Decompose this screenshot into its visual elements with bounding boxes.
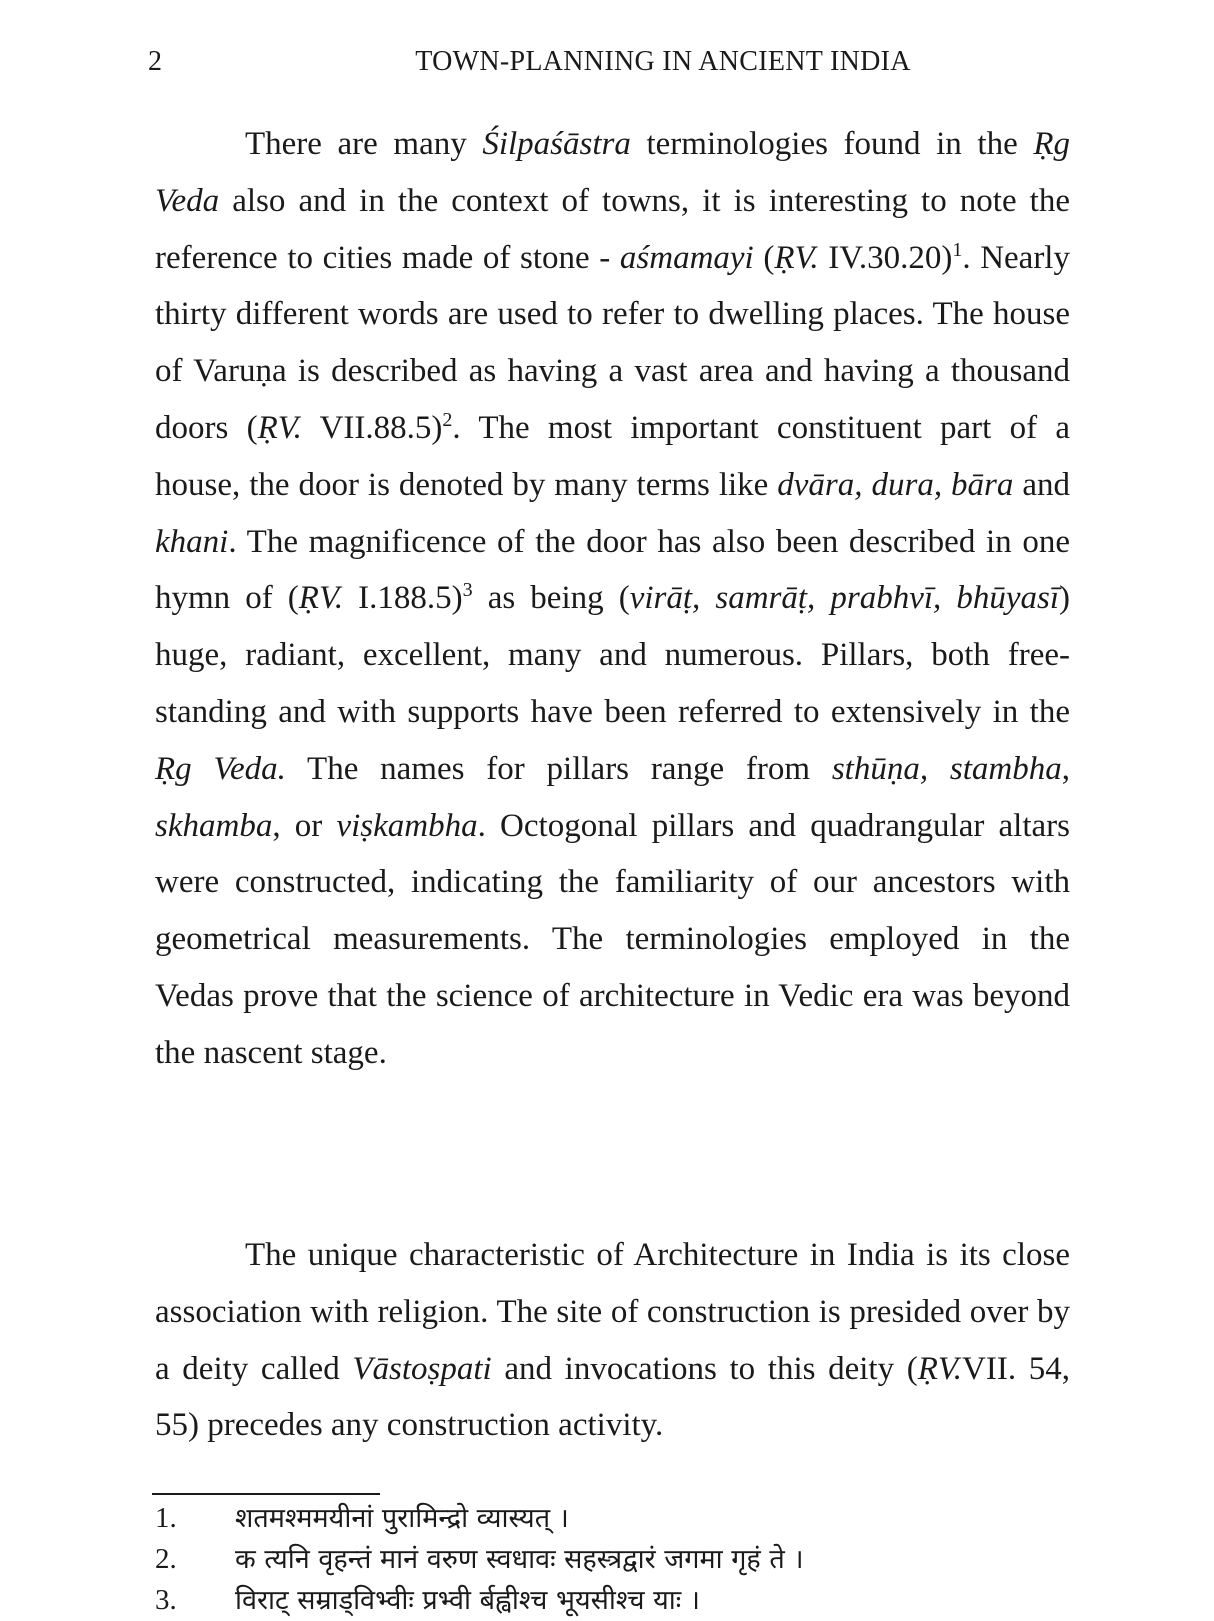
text-run: VII.88.5) [301,409,443,446]
text-run: . The most important constituent part of a house, the door is denoted by many terms like [155,409,1070,503]
footnote-ref-3: 3 [462,579,473,602]
text-run: . The magnificence of the door has also been described in one hymn of ( [155,523,1070,617]
paragraph-1-text [155,116,1070,1082]
text-run: , or [272,807,337,844]
italic-term: khani [155,523,229,560]
text-run: and [1013,466,1070,503]
footnote-number: 2. [155,1543,177,1575]
italic-term: ṚV. [257,409,302,446]
footnote-text: क त्यनि वृहन्तं मानं वरुण स्वधावः सहस्त्रद्वारं जगमा गृहं ते । [235,1544,804,1575]
footnote-text: शतमश्ममयीनां पुरामिन्द्रो व्यास्यत् । [235,1503,569,1534]
text-run: as being ( [472,580,630,617]
text-run: also and in the context of towns, it is interesting to note the reference to cities made of stone - [155,182,1070,276]
paragraph-2 [155,1227,1070,1454]
footnote-1 [155,1498,1055,1539]
italic-term: Ṛg Veda [155,126,1070,219]
italic-term: aśmamayi [619,239,754,276]
text-run: The names for pillars range from [285,750,832,787]
italic-term: ṚV. [774,239,819,276]
footnote-number: 1. [155,1502,177,1534]
text-run: There are many [245,126,483,162]
italic-term: Śilpaśāstra [482,126,631,162]
text-run: VII. 54, 55) precedes any construction activity. [155,1350,1070,1444]
text-run: I.188.5) [343,580,463,617]
italic-term: sthūṇa, stambha [831,750,1062,787]
running-title: TOWN-PLANNING IN ANCIENT INDIA [415,46,911,77]
footnote-2 [155,1539,1055,1580]
text-run: ( [753,239,775,276]
footnote-ref-2: 2 [442,408,453,431]
italic-term: viṣkambha [336,807,478,844]
text-run: , [1061,750,1070,787]
italic-term: virāṭ, samrāṭ, prabhvī, bhūyasī [629,580,1060,617]
text-run: . Octogonal pillars and quadrangular altars were constructed, indicating the familiarity of our ancestors with geometrical measurements. The terminologies employed in the Vedas prove that the science of architecture in Vedic era was beyond the nascent stage. [155,807,1070,1071]
paragraph-2-text [155,1227,1070,1454]
italic-term: skhamba [155,807,273,844]
italic-term: ṚV. [298,580,344,617]
footnote-divider [152,1493,380,1495]
footnotes [155,1498,1055,1621]
footnote-3 [155,1580,1055,1621]
italic-term: ṚV. [917,1350,963,1387]
text-run: terminologies found in the [630,126,1034,162]
italic-term: dvāra, dura, bāra [777,466,1014,503]
text-run: . Nearly thirty different words are used to refer to dwelling places. The house of Varuṇa is described as having a vast area and having a thousand doors ( [155,239,1070,446]
running-head [148,42,1078,82]
footnote-text: विराट् सम्राड्विभ्वीः प्रभ्वी र्बह्वीश्च भूयसीश्च याः । [235,1585,701,1616]
text-run: IV.30.20) [818,239,953,276]
italic-term: Ṛg Veda. [155,750,286,787]
italic-term: Vāstoṣpati [352,1350,492,1387]
text-run: The unique characteristic of Architecture in India is its close association with religion. The site of construction is presided over by a deity called [155,1237,1070,1387]
text-run: and invocations to this deity ( [491,1350,918,1387]
paragraph-1 [155,116,1070,1082]
footnote-ref-1: 1 [952,238,963,261]
text-run: ) huge, radiant, excellent, many and numerous. Pillars, both free-standing and with supports have been referred to extensively in the [155,580,1071,730]
page-number: 2 [148,46,162,77]
footnote-number: 3. [155,1584,177,1616]
